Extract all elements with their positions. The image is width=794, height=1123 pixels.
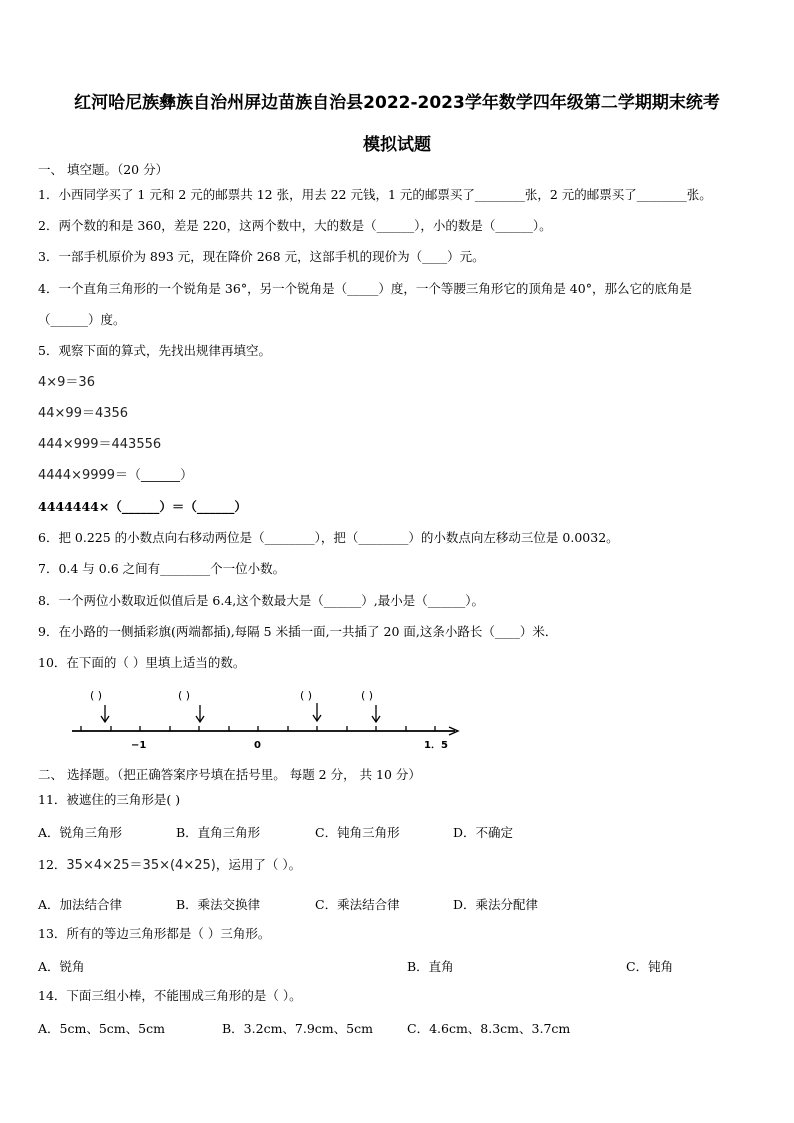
q13-option-b: B．直角 [407, 959, 454, 974]
tick-label-1-5: 1．5 [424, 740, 448, 751]
q13-option-a: A．锐角 [38, 959, 85, 974]
q14-option-c: C．4.6cm、8.3cm、3.7cm [407, 1021, 571, 1036]
q12-option-b: B．乘法交换律 [176, 897, 261, 912]
q11-option-d: D．不确定 [453, 825, 514, 840]
q12-prefix: 12． [38, 857, 67, 872]
q11-option-c: C．钝角三角形 [315, 825, 400, 840]
tick-label-0: 0 [254, 740, 261, 751]
q14-option-b: B．3.2cm、7.9cm、5cm [222, 1021, 373, 1036]
section1-heading: 一、 填空题。（20 分） [38, 162, 169, 177]
number-line-figure [0, 684, 794, 754]
equation-1: 4×9＝36 [38, 375, 95, 390]
question-12 [38, 857, 301, 874]
question-4-line2: （______）度。 [38, 312, 126, 327]
question-13: 13．所有的等边三角形都是（ ）三角形。 [38, 926, 271, 941]
question-1: 1．小西同学买了 1 元和 2 元的邮票共 12 张，用去 22 元钱，1 元的邮票买了________张，2 元的邮票买了________张。 [38, 187, 712, 202]
equation-5: 4444444×（______）＝（______） [38, 499, 247, 514]
number-line-blank-2: ( ) [178, 689, 191, 702]
q14-option-a: A．5cm、5cm、5cm [38, 1021, 165, 1036]
q12-option-a: A．加法结合律 [38, 897, 123, 912]
question-11: 11．被遮住的三角形是( ) [38, 792, 181, 807]
number-line-blank-1: ( ) [90, 689, 103, 702]
q13-option-c: C．钝角 [626, 959, 674, 974]
question-9: 9．在小路的一侧插彩旗(两端都插),每隔 5 米插一面,一共插了 20 面,这条小路长（____）米． [38, 624, 558, 639]
question-6: 6．把 0.225 的小数点向右移动两位是（________），把（________）的小数点向左移动三位是 0.0032。 [38, 530, 619, 545]
q12-option-d: D．乘法分配律 [453, 897, 539, 912]
q12-math: 35×4×25＝35×(4×25) [66, 858, 216, 873]
number-line-blank-4: ( ) [361, 689, 374, 702]
q11-option-a: A．锐角三角形 [38, 825, 123, 840]
exam-title-line1: 红河哈尼族彝族自治州屏边苗族自治县2022-2023学年数学四年级第二学期期末统考 [74, 93, 720, 113]
question-2: 2．两个数的和是 360，差是 220，这两个数中，大的数是（______），小的数是（______）。 [38, 218, 552, 233]
question-14: 14．下面三组小棒，不能围成三角形的是（ ）。 [38, 988, 302, 1003]
number-line-blank-3: ( ) [300, 689, 313, 702]
question-8: 8．一个两位小数取近似值后是 6.4,这个数最大是（______）,最小是（______）。 [38, 593, 485, 608]
question-7: 7．0.4 与 0.6 之间有________个一位小数。 [38, 561, 286, 576]
question-10: 10．在下面的（ ）里填上适当的数。 [38, 655, 246, 670]
question-4-line1: 4．一个直角三角形的一个锐角是 36°，另一个锐角是（_____）度，一个等腰三角形它的顶角是 40°，那么它的底角是 [38, 281, 692, 296]
exam-title-line2: 模拟试题 [363, 135, 431, 155]
question-3: 3．一部手机原价为 893 元，现在降价 268 元，这部手机的现价为（____）元。 [38, 249, 485, 264]
question-5: 5．观察下面的算式，先找出规律再填空。 [38, 343, 271, 358]
q12-suffix: ，运用了（ ）。 [215, 857, 302, 872]
equation-2: 44×99＝4356 [38, 406, 129, 421]
number-line-arrows [101, 703, 380, 722]
q11-option-b: B．直角三角形 [176, 825, 261, 840]
equation-4: 4444×9999＝（______） [38, 468, 194, 483]
q12-option-c: C．乘法结合律 [315, 897, 400, 912]
equation-3: 444×999＝443556 [38, 437, 162, 452]
section2-heading: 二、 选择题。（把正确答案序号填在括号里。 每题 2 分， 共 10 分） [38, 767, 421, 782]
tick-label-neg1: −1 [131, 740, 147, 751]
